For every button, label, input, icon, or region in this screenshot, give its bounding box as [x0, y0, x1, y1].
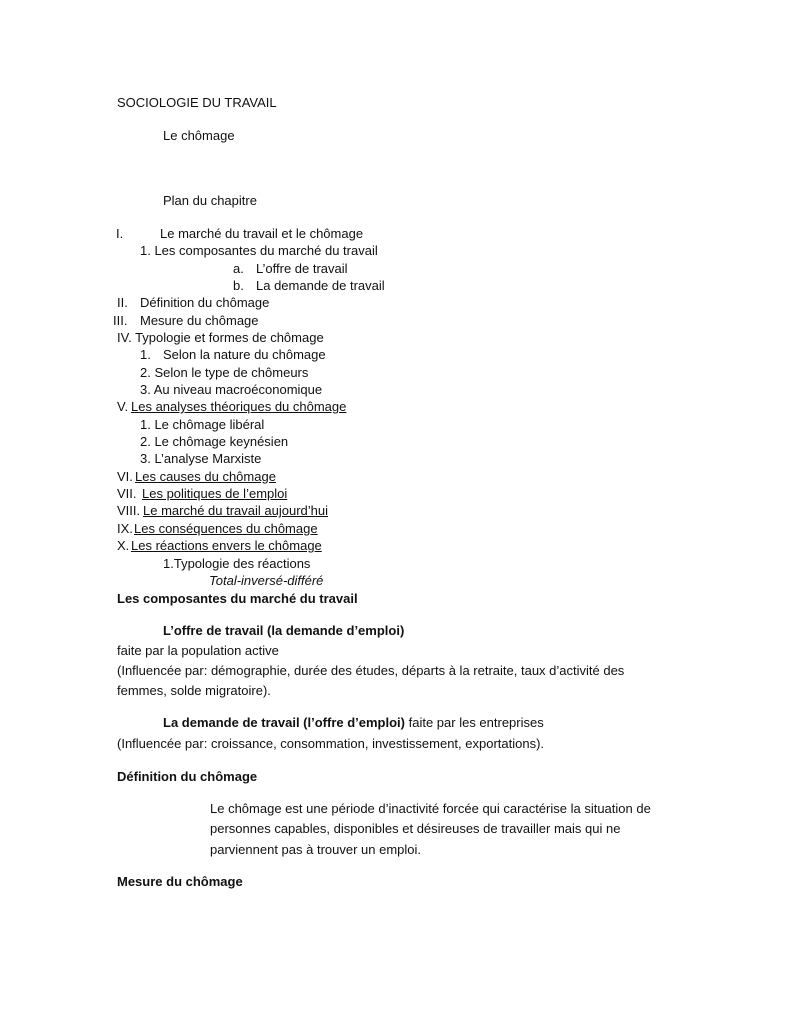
plan-ii-number: II. — [117, 295, 128, 310]
definition-line-3: parviennent pas à trouver un emploi. — [210, 842, 422, 857]
plan-i-text: Le marché du travail et le chômage — [160, 226, 364, 241]
demande-rest: faite par les entreprises — [405, 715, 544, 730]
plan-iv-2: 2. Selon le type de chômeurs — [140, 365, 309, 380]
plan-x-text: Les réactions envers le chômage — [131, 538, 322, 553]
demande-paragraph — [163, 714, 544, 731]
plan-v-text: Les analyses théoriques du chômage — [131, 399, 347, 414]
plan-ix-number: IX. — [117, 521, 133, 536]
plan-iv-1-text: Selon la nature du chômage — [163, 347, 326, 362]
offre-heading: L’offre de travail (la demande d’emploi) — [163, 623, 405, 638]
plan-title: Plan du chapitre — [163, 193, 257, 208]
offre-line-1: faite par la population active — [117, 643, 279, 658]
composantes-heading: Les composantes du marché du travail — [117, 591, 358, 606]
plan-i-1-a-letter: a. — [233, 261, 244, 276]
plan-ix-text: Les conséquences du chômage — [134, 521, 318, 536]
plan-iv-1-number: 1. — [140, 347, 151, 362]
plan-vi-number: VI. — [117, 469, 133, 484]
definition-line-1: Le chômage est une période d’inactivité forcée qui caractérise la situation de — [210, 801, 651, 816]
plan-viii-text: Le marché du travail aujourd’hui — [143, 503, 328, 518]
plan-iv-3: 3. Au niveau macroéconomique — [140, 382, 323, 397]
plan-iii-text: Mesure du chômage — [140, 313, 259, 328]
plan-v-1: 1. Le chômage libéral — [140, 417, 265, 432]
plan-v-3: 3. L’analyse Marxiste — [140, 451, 262, 466]
plan-viii-number: VIII. — [117, 503, 141, 518]
plan-x-number: X. — [117, 538, 130, 553]
plan-x-1-detail: Total-inversé-différé — [209, 573, 324, 588]
mesure-heading: Mesure du chômage — [117, 874, 243, 889]
plan-v-number: V. — [117, 399, 129, 414]
plan-i-1-b-letter: b. — [233, 278, 244, 293]
plan-i-number: I. — [116, 226, 124, 241]
offre-line-2: (Influencée par: démographie, durée des études, départs à la retraite, taux d’activité des — [117, 663, 625, 678]
plan-i-1-a-text: L’offre de travail — [256, 261, 348, 276]
definition-heading: Définition du chômage — [117, 769, 258, 784]
plan-vi-text: Les causes du chômage — [135, 469, 276, 484]
demande-heading: La demande de travail (l’offre d’emploi) — [163, 715, 405, 730]
plan-v-2: 2. Le chômage keynésien — [140, 434, 289, 449]
plan-i-1-b-text: La demande de travail — [256, 278, 385, 293]
plan-iii-number: III. — [113, 313, 128, 328]
plan-vii-number: VII. — [117, 486, 137, 501]
doc-subtitle: Le chômage — [163, 128, 235, 143]
plan-iv: IV. Typologie et formes de chômage — [117, 330, 324, 345]
plan-ii-text: Définition du chômage — [140, 295, 270, 310]
definition-line-2: personnes capables, disponibles et désireuses de travailler mais qui ne — [210, 821, 621, 836]
doc-title: SOCIOLOGIE DU TRAVAIL — [117, 95, 277, 110]
offre-line-3: femmes, solde migratoire). — [117, 683, 271, 698]
plan-x-1: 1.Typologie des réactions — [163, 556, 311, 571]
demande-line-2: (Influencée par: croissance, consommation, investissement, exportations). — [117, 736, 545, 751]
plan-i-1: 1. Les composantes du marché du travail — [140, 243, 378, 258]
plan-vii-text: Les politiques de l’emploi — [142, 486, 288, 501]
